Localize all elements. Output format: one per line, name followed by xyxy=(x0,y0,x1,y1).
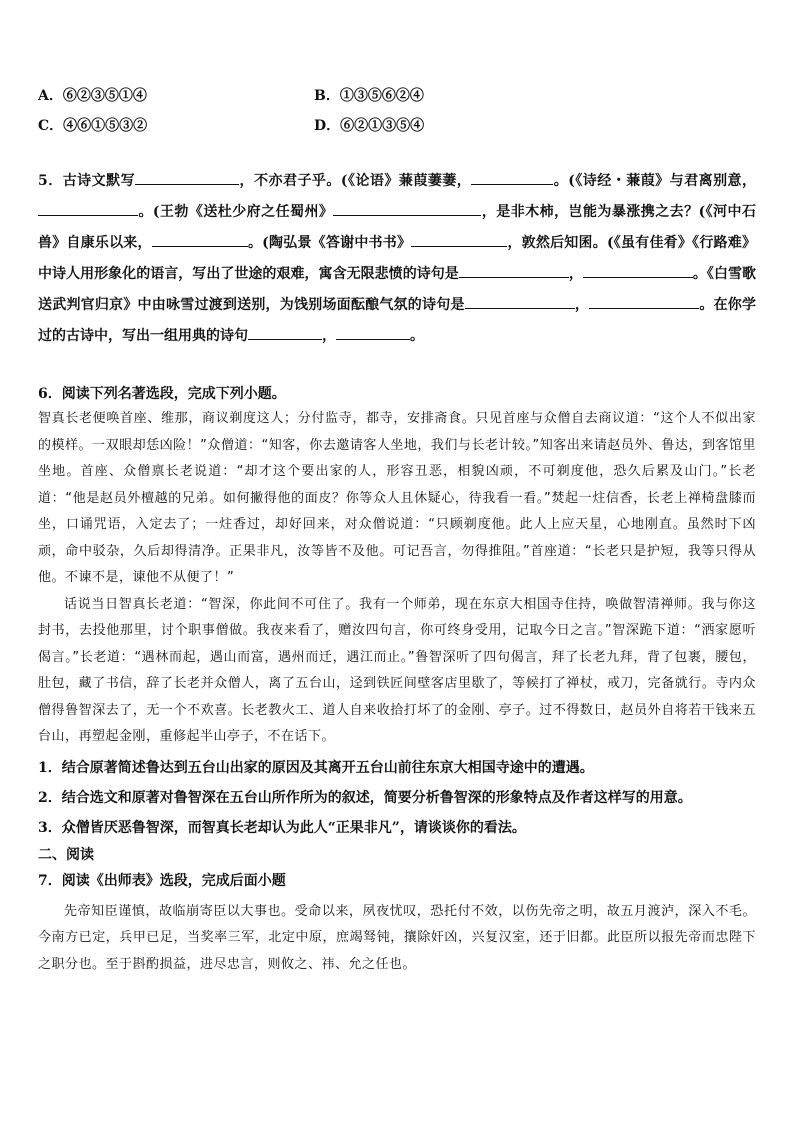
q6-subquestion-1: 1．结合原著简述鲁达到五台山出家的原因及其离开五台山前往东京大相国寺途中的遭遇。 xyxy=(38,759,594,776)
blank[interactable] xyxy=(583,263,693,278)
blank[interactable] xyxy=(333,201,481,216)
blank[interactable] xyxy=(38,201,138,216)
options-row-1 xyxy=(38,80,756,110)
q5-text-4: 。(王勃《送杜少府之任蜀州》 xyxy=(138,204,334,220)
option-c: C．④⑥①⑤③② xyxy=(38,118,148,134)
question-7-heading: 7．阅读《出师表》选段，完成后面小题 xyxy=(38,872,286,889)
option-d: D．⑥②①③⑤④ xyxy=(314,118,425,134)
page xyxy=(38,80,756,978)
q5-text-13: 。 xyxy=(410,328,424,344)
blank[interactable] xyxy=(459,263,569,278)
q5-text-2: ，不亦君子乎。(《论语》蒹葭萋萋， xyxy=(239,173,472,189)
blank[interactable] xyxy=(336,325,410,340)
blank[interactable] xyxy=(589,294,699,309)
q6-subquestion-3: 3．众僧皆厌恶鲁智深，而智真长老却认为此人“正果非凡”，请谈谈你的看法。 xyxy=(38,819,526,836)
q5-text-10: ， xyxy=(574,297,590,313)
q5-text-1: 5．古诗文默写 xyxy=(38,173,136,189)
question-5 xyxy=(38,166,756,352)
options-row-2 xyxy=(38,110,756,140)
q5-text-3: 。(《诗经・蒹葭》与君离别意， xyxy=(553,173,757,189)
q5-text-7: ，敦然后知囷。(《虽有佳肴》《行路难》中诗人用形象化的语言，写出了世途的艰难，寓含无限悲愤的诗句是 xyxy=(38,235,756,282)
blank[interactable] xyxy=(471,170,553,185)
q6-passage-2: 话说当日智真长老道：“智深，你此间不可住了。我有一个师弟，现在东京大相国寺住持，唤做智清禅师。我与你这封书，去投他那里，讨个职事僧做。我夜来看了，赠汝四句言，你可终身受用，记取今日之言。”智深跪下道：“洒家愿听偈言。”长老道：“遇林而起，遇山而富，遇州而迁，遇江而止。”鲁智深听了四句偈言，拜了长老九拜，背了包裹，腰包，肚包，藏了书信，辞了长老并众僧人，离了五台山，迳到铁匠间壁客店里歇了，等候打了禅杖，戒刀，完备就行。寺内众僧得鲁智深去了，无一个不欢喜。长老教火工、道人自来收拾打坏了的金刚、亭子。过不得数日，赵员外自将若干钱来五台山，再塑起金刚，重修起半山亭子，不在话下。 xyxy=(38,596,756,744)
blank[interactable] xyxy=(248,325,322,340)
q5-text-5: ，是非木柿，岂能为暴涨携之去？(《河中石兽》自康乐以来， xyxy=(38,204,756,251)
blank[interactable] xyxy=(465,294,575,309)
blank[interactable] xyxy=(152,232,248,247)
q5-text-11: 。在你学过的古诗中，写出一组用典的诗句 xyxy=(38,297,757,344)
q5-text-8: ， xyxy=(568,266,583,282)
q5-text-6: 。(陶弘景《答谢中书书》 xyxy=(247,235,412,251)
q7-passage: 先帝知臣谨慎，故临崩寄臣以大事也。受命以来，夙夜忧叹，恐托付不效，以伤先帝之明，故五月渡泸，深入不毛。今南方已定，兵甲已足，当奖率三军，北定中原，庶竭驽钝，攘除奸凶，兴复汉室，还于旧都。此臣所以报先帝而忠陛下之职分也。至于斟酌损益，进尽忠言，则攸之、祎、允之任也。 xyxy=(38,903,756,972)
question-6-heading: 6．阅读下列名著选段，完成下列小题。 xyxy=(38,386,286,402)
section-2-title: 二、阅读 xyxy=(38,846,94,863)
q5-text-9: 。《白雪歌送武判官归京》中由咏雪过渡到送别，为饯别场面酝酿气氛的诗句是 xyxy=(38,266,757,313)
q6-passage-1: 智真长老便唤首座、维那，商议剃度这人；分付监寺，都寺，安排斋食。只见首座与众僧自去商议道：“这个人不似出家的模样。一双眼却恁凶险！”众僧道：“知客，你去邀请客人坐地，我们与长老计较。”知客出来请赵员外、鲁达，到客馆里坐地。首座、众僧禀长老说道：“却才这个要出家的人，形容丑恶，相貌凶顽，不可剃度他，恐久后累及山门。”长老道：“他是赵员外檀越的兄弟。如何撇得他的面皮？你等众人且休疑心，待我看一看。”焚起一炷信香，长老上禅椅盘膝而坐，口诵咒语，入定去了；一炷香过，却好回来，对众僧说道：“只顾剃度他。此人上应天星，心地刚直。虽然时下凶顽，命中驳杂，久后却得清净。正果非凡，汝等皆不及他。可记吾言，勿得推阻。”首座道：“长老只是护短，我等只得从他。不谏不是，谏他不从便了！” xyxy=(38,411,756,585)
blank[interactable] xyxy=(135,170,239,185)
blank[interactable] xyxy=(411,232,507,247)
option-b: B．①③⑤⑥②④ xyxy=(314,88,424,104)
q5-text-12: ， xyxy=(322,328,336,344)
q6-subquestion-2: 2．结合选文和原著对鲁智深在五台山所作所为的叙述，简要分析鲁智深的形象特点及作者这样写的用意。 xyxy=(38,789,692,806)
option-a: A．⑥②③⑤①④ xyxy=(38,88,147,104)
